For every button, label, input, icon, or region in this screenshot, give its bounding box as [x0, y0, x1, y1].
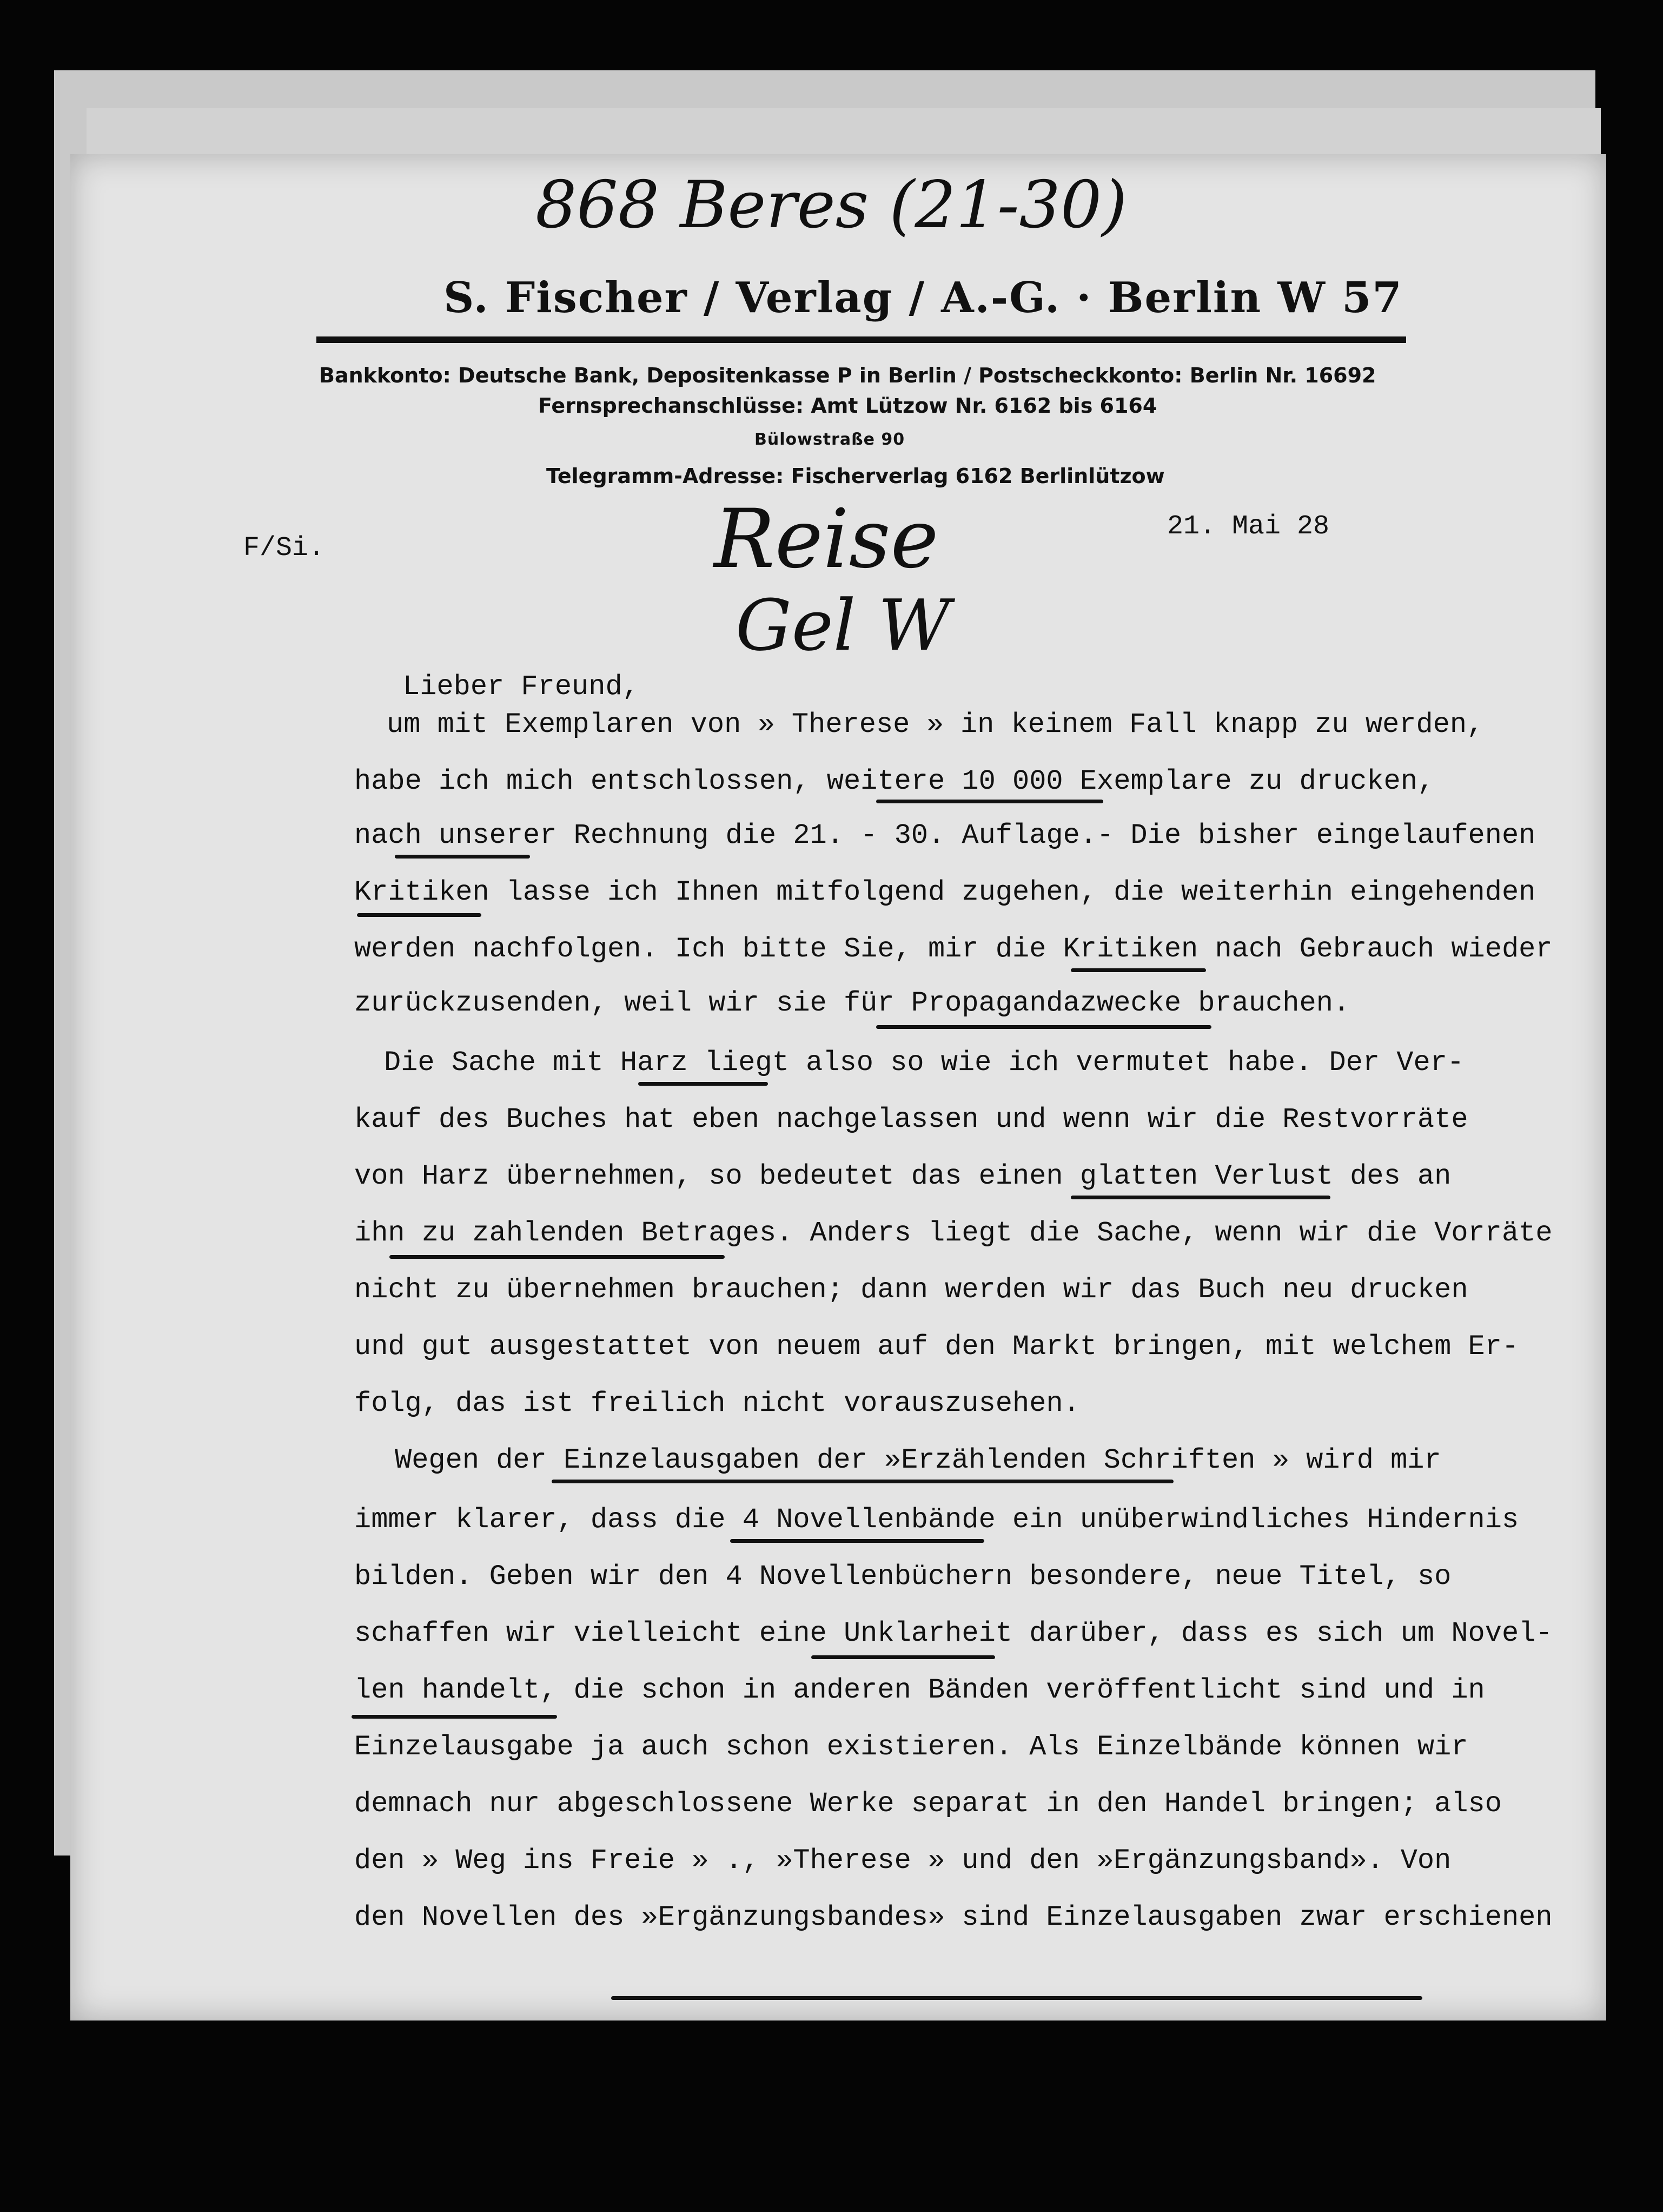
body-line: Einzelausgabe ja auch schon existieren. Als Einzelbände können wir — [354, 1731, 1468, 1763]
letterhead-street: Bülowstraße 90 — [754, 430, 905, 449]
pencil-underline — [352, 1715, 557, 1719]
body-line: Die Sache mit Harz liegt also so wie ich vermutet habe. Der Ver- — [384, 1047, 1465, 1079]
pencil-underline — [730, 1539, 984, 1543]
body-line: bilden. Geben wir den 4 Novellenbüchern besondere, neue Titel, so — [354, 1561, 1452, 1593]
letterhead-phone: Fernsprechanschlüsse: Amt Lützow Nr. 6162 bis 6164 — [538, 394, 1157, 418]
body-line: und gut ausgestattet von neuem auf den Markt bringen, mit welchem Er- — [354, 1331, 1519, 1363]
body-line: um mit Exemplaren von » Therese » in keinem Fall knapp zu werden, — [387, 709, 1484, 741]
letterhead-telegram: Telegramm-Adresse: Fischerverlag 6162 Berlinlützow — [546, 464, 1165, 488]
body-line: nicht zu übernehmen brauchen; dann werden wir das Buch neu drucken — [354, 1274, 1468, 1306]
body-line: den » Weg ins Freie » ., »Therese » und den »Ergänzungsband». Von — [354, 1845, 1452, 1877]
pencil-underline — [811, 1655, 995, 1659]
body-line: zurückzusenden, weil wir sie für Propagandazwecke brauchen. — [354, 987, 1350, 1019]
body-line: habe ich mich entschlossen, weitere 10 000 Exemplare zu drucken, — [354, 765, 1435, 797]
salutation: Lieber Freund, — [403, 671, 639, 703]
body-line: immer klarer, dass die 4 Novellenbände ein unüberwindliches Hindernis — [354, 1504, 1519, 1536]
body-line: den Novellen des »Ergänzungsbandes» sind Einzelausgaben zwar erschienen — [354, 1901, 1553, 1933]
pencil-underline — [389, 1255, 725, 1259]
pencil-underline — [552, 1480, 1174, 1483]
letterhead-bank: Bankkonto: Deutsche Bank, Depositenkasse P in Berlin / Postscheckkonto: Berlin Nr. 16692 — [319, 364, 1376, 387]
reference-code: F/Si. — [243, 533, 325, 564]
pencil-underline — [1071, 1196, 1330, 1199]
body-line: Wegen der Einzelausgaben der »Erzählenden Schriften » wird mir — [395, 1444, 1441, 1476]
letterhead-title: S. Fischer / Verlag / A.-G. · Berlin W 57 — [443, 273, 1403, 322]
body-line: ihn zu zahlenden Betrages. Anders liegt die Sache, wenn wir die Vorräte — [354, 1217, 1553, 1249]
pencil-underline — [611, 1996, 1422, 2000]
pencil-underline — [876, 800, 1103, 803]
body-line: demnach nur abgeschlossene Werke separat in den Handel bringen; also — [354, 1788, 1502, 1820]
body-line: folg, das ist freilich nicht vorauszusehen. — [354, 1388, 1080, 1419]
body-line: werden nachfolgen. Ich bitte Sie, mir die Kritiken nach Gebrauch wieder — [354, 933, 1553, 965]
pencil-underline — [357, 913, 481, 917]
letter-date: 21. Mai 28 — [1167, 511, 1330, 542]
handwritten-reference: 868 Beres (21-30) — [535, 168, 1128, 243]
handwritten-initials: Gel W — [736, 584, 951, 666]
pencil-underline — [395, 855, 530, 859]
body-line: len handelt, die schon in anderen Bänden veröffentlicht sind und in — [354, 1674, 1485, 1706]
body-line: Kritiken lasse ich Ihnen mitfolgend zugehen, die weiterhin eingehenden — [354, 876, 1536, 908]
body-line: schaffen wir vielleicht eine Unklarheit darüber, dass es sich um Novel- — [354, 1617, 1553, 1649]
body-line: von Harz übernehmen, so bedeutet das einen glatten Verlust des an — [354, 1160, 1452, 1192]
handwritten-note: Reise — [714, 492, 939, 586]
pencil-underline — [876, 1025, 1211, 1029]
body-line: nach unserer Rechnung die 21. - 30. Auflage.- Die bisher eingelaufenen — [354, 820, 1536, 851]
letterhead-rule — [316, 336, 1406, 343]
pencil-underline — [1071, 968, 1206, 972]
pencil-underline — [638, 1082, 768, 1086]
body-line: kauf des Buches hat eben nachgelassen und wenn wir die Restvorräte — [354, 1104, 1468, 1135]
